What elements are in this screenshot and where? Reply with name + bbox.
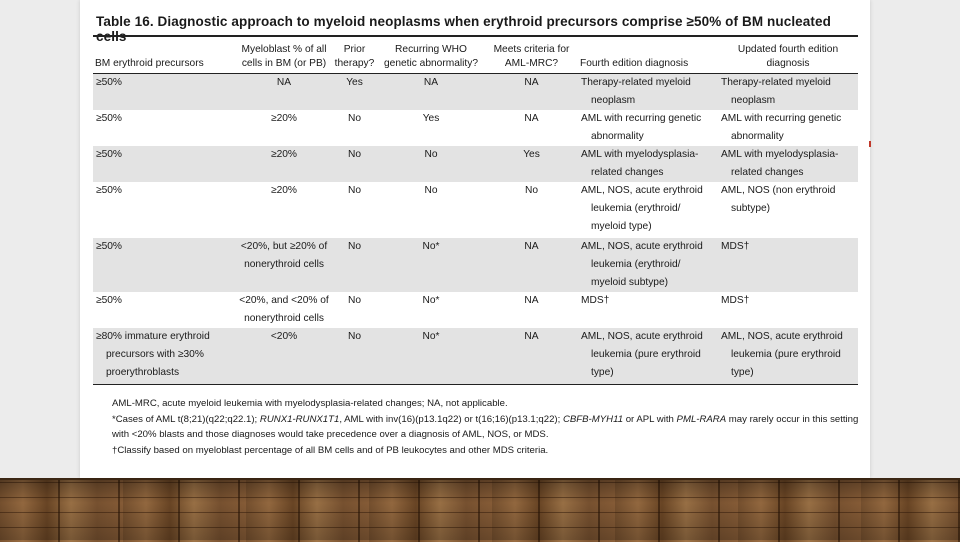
- col-header-fourth-edition: Fourth edition diagnosis: [578, 36, 718, 74]
- col-header-prior-therapy: Prior therapy?: [332, 36, 377, 74]
- cell-fourth-edition: AML, NOS, acute erythroid leukemia (pure erythroid type): [581, 331, 703, 378]
- col-header-genetic: Recurring WHO genetic abnormality?: [377, 36, 485, 74]
- cell-aml-mrc: No: [524, 185, 539, 196]
- table-row: [93, 292, 858, 328]
- cell-myeloblast: <20%, and <20% of nonerythroid cells: [239, 295, 329, 324]
- cell-prior-therapy: No: [332, 328, 377, 384]
- cell-genetic: NA: [377, 74, 485, 111]
- cell-fourth-edition: AML with recurring genetic abnormality: [581, 113, 702, 142]
- cell-aml-mrc: NA: [524, 113, 539, 124]
- footnote-abbreviations: AML-MRC, acute myeloid leukemia with myelodysplasia-related changes; NA, not applicable.: [112, 398, 508, 409]
- cell-fourth-edition: AML with myelodysplasia-related changes: [581, 149, 699, 178]
- table-title: Table 16. Diagnostic approach to myeloid neoplasms when erythroid precursors comprise ≥50% of BM nucleated cells: [96, 14, 831, 44]
- cell-prior-therapy: No: [332, 238, 377, 292]
- cell-erythroid: ≥50%: [96, 113, 122, 124]
- cell-genetic: Yes: [422, 113, 440, 124]
- slide-panel: [80, 0, 870, 478]
- cell-erythroid: ≥50%: [93, 146, 236, 182]
- col-header-erythroid: BM erythroid precursors: [93, 36, 236, 74]
- edge-mark: [869, 141, 871, 147]
- cell-updated: MDS†: [721, 295, 750, 306]
- cell-updated: AML, NOS, acute erythroid leukemia (pure erythroid type): [721, 331, 843, 378]
- col-header-aml-mrc: Meets criteria for AML-MRC?: [485, 36, 578, 74]
- cell-aml-mrc: NA: [485, 238, 578, 292]
- cell-fourth-edition: Therapy-related myeloid neoplasm: [581, 77, 691, 106]
- col-header-myeloblast: Myeloblast % of all cells in BM (or PB): [236, 36, 332, 74]
- cell-aml-mrc: NA: [524, 295, 539, 306]
- cell-updated: MDS†: [721, 241, 750, 252]
- table-row: [93, 74, 858, 111]
- table-footnotes: [112, 396, 862, 458]
- cell-prior-therapy: No: [347, 295, 362, 306]
- cell-myeloblast: ≥20%: [271, 185, 297, 196]
- cell-updated: AML with myelodysplasia-related changes: [721, 149, 839, 178]
- cell-myeloblast: <20%, but ≥20% of nonerythroid cells: [236, 238, 332, 292]
- table-row: [93, 146, 858, 182]
- cell-fourth-edition: AML, NOS, acute erythroid leukemia (erythroid/ myeloid subtype): [581, 241, 703, 288]
- cell-genetic: No*: [377, 238, 485, 292]
- floor-shade: [0, 478, 960, 540]
- cell-updated: AML with recurring genetic abnormality: [721, 113, 842, 142]
- cell-prior-therapy: No: [347, 113, 362, 124]
- col-header-updated: Updated fourth edition diagnosis: [718, 36, 858, 74]
- cell-aml-mrc: NA: [485, 74, 578, 111]
- table-row: [93, 182, 858, 238]
- cell-myeloblast: ≥20%: [271, 113, 297, 124]
- cell-prior-therapy: Yes: [332, 74, 377, 111]
- cell-updated: Therapy-related myeloid neoplasm: [721, 77, 831, 106]
- cell-genetic: No: [424, 185, 438, 196]
- cell-genetic: No*: [422, 295, 440, 306]
- cell-prior-therapy: No: [332, 146, 377, 182]
- cell-fourth-edition: AML, NOS, acute erythroid leukemia (erythroid/ myeloid type): [581, 185, 703, 232]
- cell-genetic: No: [377, 146, 485, 182]
- cell-erythroid: ≥50%: [93, 238, 236, 292]
- cell-aml-mrc: Yes: [485, 146, 578, 182]
- cell-aml-mrc: NA: [485, 328, 578, 384]
- cell-myeloblast: NA: [236, 74, 332, 111]
- table-row: [93, 328, 858, 384]
- table-row: [93, 238, 858, 292]
- cell-erythroid: ≥80% immature erythroid precursors with ≥30% proerythroblasts: [96, 331, 210, 378]
- footnote-dagger: †Classify based on myeloblast percentage of all BM cells and of PB leukocytes and other MDS criteria.: [112, 444, 549, 456]
- table-header-row: [93, 36, 858, 74]
- table-row: [93, 110, 858, 146]
- diagnosis-table: [93, 35, 858, 385]
- cell-erythroid: ≥50%: [96, 295, 122, 306]
- cell-updated: AML, NOS (non erythroid subtype): [721, 185, 836, 214]
- cell-erythroid: ≥50%: [96, 185, 122, 196]
- cell-fourth-edition: MDS†: [581, 295, 610, 306]
- cell-genetic: No*: [377, 328, 485, 384]
- cell-erythroid: ≥50%: [93, 74, 236, 111]
- cell-myeloblast: <20%: [236, 328, 332, 384]
- cell-myeloblast: ≥20%: [236, 146, 332, 182]
- footnote-star: *Cases of AML t(8;21)(q22;q22.1); RUNX1-RUNX1T1, AML with inv(16)(p13.1q22) or t(16;16)(p13.1;q22); CBFB-MYH11 or APL with PML-RARA may rarely occur in this setting with <20% blasts and those diagnoses would take precedence over a diagnosis of AML, NOS, or MDS.: [112, 413, 859, 441]
- cell-prior-therapy: No: [347, 185, 362, 196]
